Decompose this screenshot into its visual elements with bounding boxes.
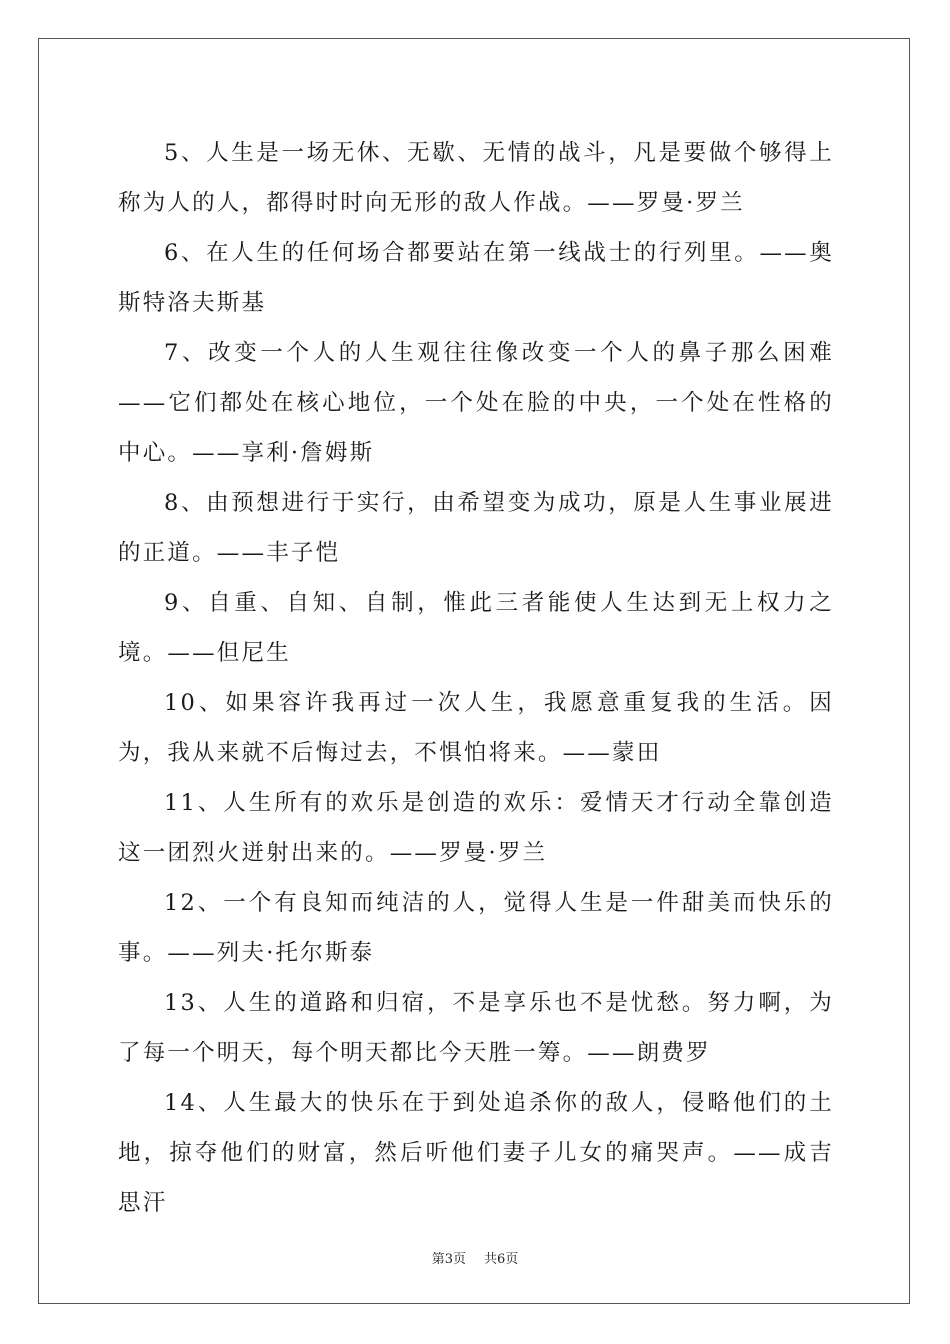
page-total: 共6页 [484, 1252, 519, 1267]
quote-paragraph: 13、人生的道路和归宿，不是享乐也不是忧愁。努力啊，为了每一个明天，每个明天都比今天胜一筹。——朗费罗 [118, 990, 834, 1066]
quote-paragraph: 11、人生所有的欢乐是创造的欢乐：爱情天才行动全靠创造这一团烈火迸射出来的。——罗曼·罗兰 [118, 790, 834, 866]
quote-paragraph: 14、人生最大的快乐在于到处追杀你的敌人，侵略他们的土地，掠夺他们的财富，然后听他们妻子儿女的痛哭声。——成吉思汗 [118, 1090, 834, 1216]
quote-paragraph: 9、自重、自知、自制，惟此三者能使人生达到无上权力之境。——但尼生 [118, 590, 834, 666]
quote-paragraph: 6、在人生的任何场合都要站在第一线战士的行列里。——奥斯特洛夫斯基 [118, 240, 834, 316]
page-number: 第3页 [431, 1252, 466, 1267]
quote-paragraph: 8、由预想进行于实行，由希望变为成功，原是人生事业展进的正道。——丰子恺 [118, 490, 834, 566]
document-body [118, 128, 834, 1228]
quote-paragraph: 7、改变一个人的人生观往往像改变一个人的鼻子那么困难——它们都处在核心地位，一个处在脸的中央，一个处在性格的中心。——享利·詹姆斯 [118, 340, 834, 466]
page-footer [0, 1248, 950, 1267]
quote-paragraph: 10、如果容许我再过一次人生，我愿意重复我的生活。因为，我从来就不后悔过去，不惧怕将来。——蒙田 [118, 690, 834, 766]
quote-paragraph: 12、一个有良知而纯洁的人，觉得人生是一件甜美而快乐的事。——列夫·托尔斯泰 [118, 890, 834, 966]
quote-paragraph: 5、人生是一场无休、无歇、无情的战斗，凡是要做个够得上称为人的人，都得时时向无形的敌人作战。——罗曼·罗兰 [118, 140, 834, 216]
